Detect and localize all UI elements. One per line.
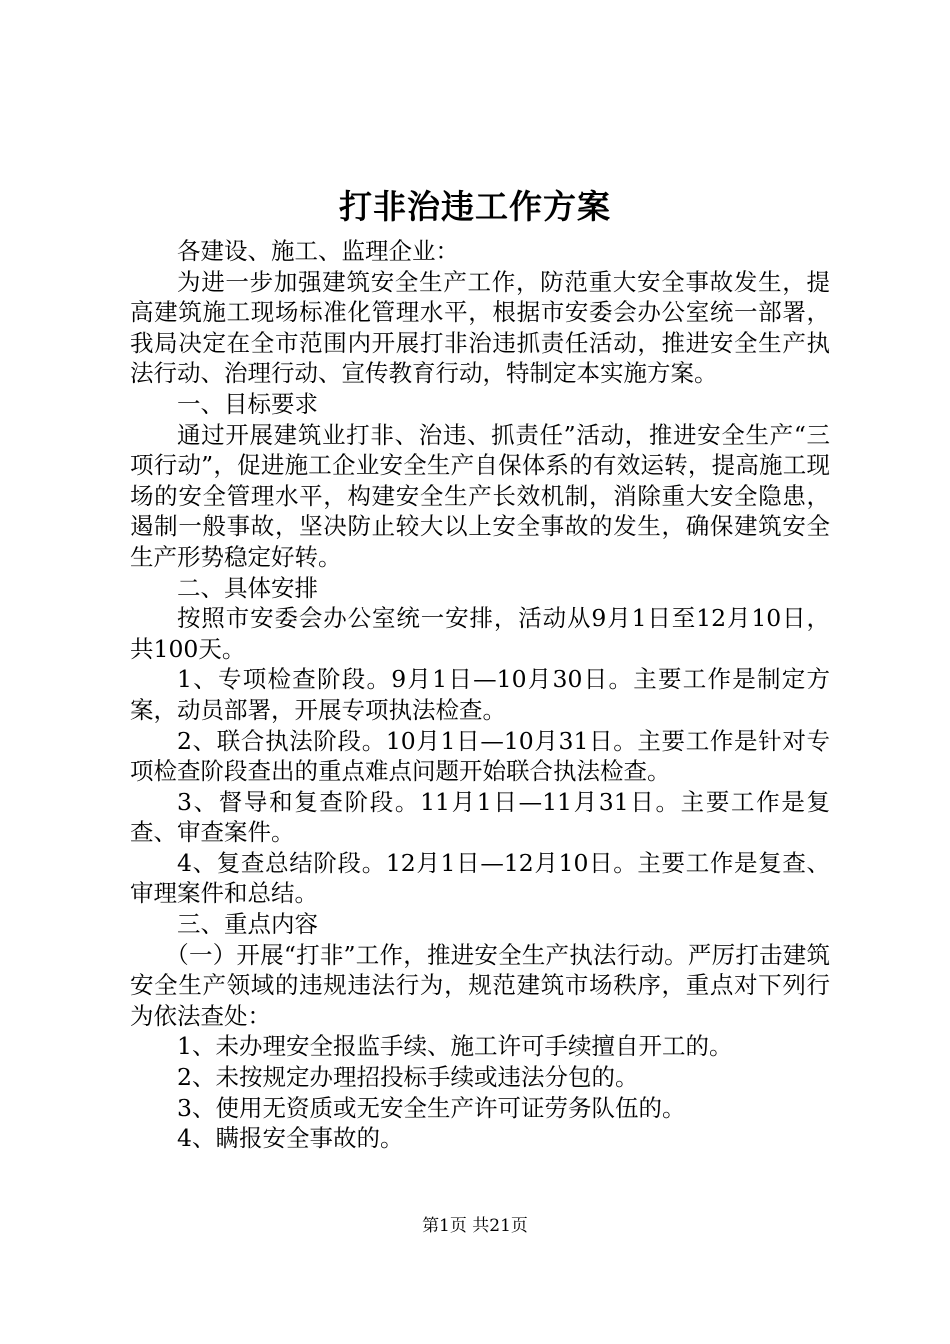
salutation: 各建设、施工、监理企业： (177, 237, 459, 265)
document-body (130, 236, 830, 1154)
violation-item-4: 4、瞒报安全事故的。 (177, 1124, 404, 1153)
violation-item-2: 2、未按规定办理招投标手续或违法分包的。 (177, 1063, 639, 1092)
section-heading-arrangement: 二、具体安排 (177, 573, 318, 602)
arrangement-paragraph: 按照市安委会办公室统一安排，活动从9月1日至12月10日，共100天。 (130, 604, 830, 663)
stage-item-1: 1、专项检查阶段。9月1日—10月30日。主要工作是制定方案，动员部署，开展专项执法检查。 (130, 665, 830, 724)
goals-paragraph: 通过开展建筑业打非、治违、抓责任”活动，推进安全生产“三项行动”，促进施工企业安全生产自保体系的有效运转，提高施工现场的安全管理水平，构建安全生产长效机制，消除重大安全隐患，遏制一般事故，坚决防止较大以上安全事故的发生，确保建筑安全生产形势稳定好转。 (130, 420, 830, 571)
document-title: 打非治违工作方案 (339, 187, 611, 226)
stage-item-4: 4、复查总结阶段。12月1日—12月10日。主要工作是复查、审理案件和总结。 (130, 848, 830, 908)
stage-item-3: 3、督导和复查阶段。11月1日—11月31日。主要工作是复查、审查案件。 (130, 787, 830, 847)
violation-item-3: 3、使用无资质或无安全生产许可证劳务队伍的。 (177, 1093, 686, 1122)
violation-item-1: 1、未办理安全报监手续、施工许可手续擅自开工的。 (177, 1032, 733, 1061)
page-number-footer: 第1页 共21页 (422, 1216, 528, 1236)
intro-paragraph: 为进一步加强建筑安全生产工作，防范重大安全事故发生，提高建筑施工现场标准化管理水平，根据市安委会办公室统一部署，我局决定在全市范围内开展打非治违抓责任活动，推进安全生产执法行动、治理行动、宣传教育行动，特制定本实施方案。 (130, 267, 830, 388)
section-heading-key-content: 三、重点内容 (177, 910, 318, 939)
section-heading-goals: 一、目标要求 (177, 389, 318, 418)
stage-item-2: 2、联合执法阶段。10月1日—10月31日。主要工作是针对专项检查阶段查出的重点难点问题开始联合执法检查。 (130, 726, 830, 786)
key-content-paragraph: （一）开展“打非”工作，推进安全生产执法行动。严厉打击建筑安全生产领域的违规违法行为，规范建筑市场秩序，重点对下列行为依法查处： (130, 940, 830, 1030)
